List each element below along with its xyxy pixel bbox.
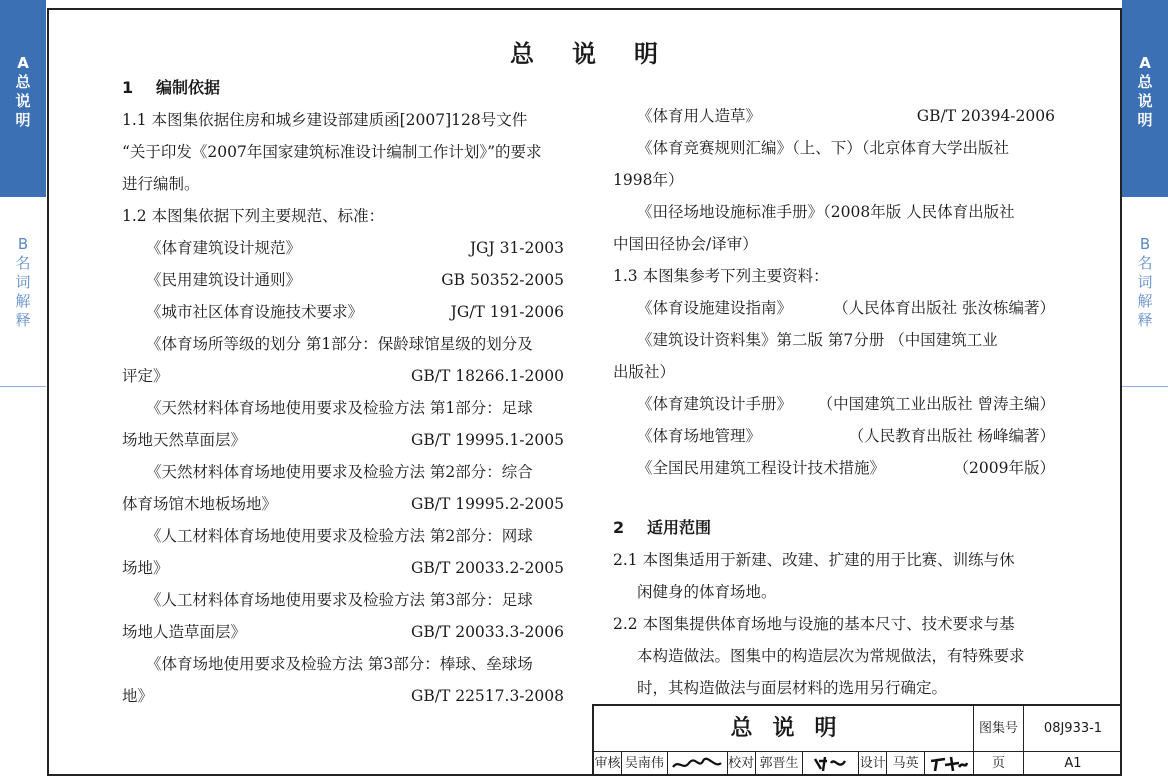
tab-letter: A	[17, 54, 29, 72]
standard-row	[122, 552, 564, 584]
design-label: 设计	[859, 752, 887, 776]
paragraph-line: 1.2 本图集依据下列主要规范、标准：	[122, 207, 385, 225]
paragraph-line: 1.1 本图集依据住房和城乡建设部建质函[2007]128号文件	[122, 111, 528, 129]
reviewer-name: 吴南伟	[622, 752, 668, 776]
side-tab-general-notes-right[interactable]	[1122, 0, 1168, 197]
standard-row	[122, 616, 564, 648]
paragraph-line: 闲健身的体育场地。	[637, 583, 777, 601]
tab-char: 总	[15, 73, 31, 91]
tab-char: 明	[1137, 111, 1153, 129]
standard-row	[122, 680, 564, 712]
standard-code: GB/T 20033.3-2006	[410, 623, 564, 641]
standard-name: 场地人造草面层》	[122, 623, 247, 641]
paragraph-line: 2.1 本图集适用于新建、改建、扩建的用于比赛、训练与休	[613, 551, 1015, 569]
standard-code: GB/T 20394-2006	[916, 107, 1055, 125]
standard-line: 《天然材料体育场地使用要求及检验方法 第1部分：足球	[146, 399, 533, 417]
reference-line: 《建筑设计资料集》第二版 第7分册 （中国建筑工业	[637, 331, 998, 349]
reference-info: （人民教育出版社 杨峰编著）	[848, 427, 1055, 445]
atlas-number: 08J933-1	[1024, 706, 1122, 752]
reference-line: 《田径场地设施标准手册》（2008年版 人民体育出版社	[637, 203, 1015, 221]
standard-line: 《天然材料体育场地使用要求及检验方法 第2部分：综合	[146, 463, 533, 481]
page-title: 总说明	[510, 40, 696, 68]
standard-row	[122, 232, 564, 264]
paragraph-line: 进行编制。	[122, 175, 200, 193]
standard-row	[122, 360, 564, 392]
reference-line: 中国田径协会/译审）	[613, 235, 758, 253]
review-label: 审核	[594, 752, 622, 776]
designer-name: 马英	[887, 752, 925, 776]
reference-row	[613, 388, 1055, 420]
title-block-title: 总说明	[594, 706, 974, 752]
paragraph-line: 2.2 本图集提供体育场地与设施的基本尺寸、技术要求与基	[613, 615, 1015, 633]
standard-name: 评定》	[122, 367, 169, 385]
reference-row	[613, 452, 1055, 484]
tab-divider	[0, 386, 46, 387]
standard-line: 《体育场所等级的划分 第1部分：保龄球馆星级的划分及	[146, 335, 533, 353]
reference-info: （中国建筑工业出版社 曾涛主编）	[817, 395, 1055, 413]
check-label: 校对	[728, 752, 756, 776]
standard-code: GB/T 19995.1-2005	[410, 431, 564, 449]
standard-code: GB/T 20033.2-2005	[410, 559, 564, 577]
tab-divider	[1122, 386, 1168, 387]
section-title: 适用范围	[647, 518, 712, 537]
standard-code: JG/T 191-2006	[450, 303, 564, 321]
section-number: 1	[122, 78, 134, 97]
paragraph-line: 时，其构造做法与面层材料的选用另行确定。	[637, 679, 948, 697]
paragraph-line: 本构造做法。图集中的构造层次为常规做法，有特殊要求	[637, 647, 1025, 665]
signature-icon	[929, 755, 969, 773]
tab-char: 名	[1137, 254, 1153, 272]
tab-char: 明	[15, 111, 31, 129]
tab-letter: B	[17, 235, 29, 253]
standard-row	[613, 100, 1055, 132]
section-heading	[613, 512, 1055, 544]
reference-name: 《全国民用建筑工程设计技术措施》	[637, 459, 886, 477]
tab-char: 词	[1137, 273, 1153, 291]
standard-code: GB/T 18266.1-2000	[410, 367, 564, 385]
tab-letter: A	[1139, 54, 1151, 72]
paragraph-line: “关于印发《2007年国家建筑标准设计编制工作计划》”的要求	[122, 143, 542, 161]
page-label: 页	[974, 752, 1024, 776]
atlas-number-label: 图集号	[974, 706, 1024, 752]
tab-char: 说	[15, 92, 31, 110]
standard-code: GB/T 19995.2-2005	[410, 495, 564, 513]
reference-line: 出版社）	[613, 363, 676, 381]
paragraph-line: 1.3 本图集参考下列主要资料：	[613, 267, 829, 285]
reference-info: （2009年版）	[953, 459, 1055, 477]
standard-name: 《体育用人造草》	[637, 107, 762, 125]
tab-char: 解	[15, 292, 31, 310]
side-tab-glossary-right[interactable]	[1122, 197, 1168, 387]
tab-char: 解	[1137, 292, 1153, 310]
standard-code: GB/T 22517.3-2008	[410, 687, 564, 705]
tab-char: 释	[15, 311, 31, 329]
designer-signature	[925, 752, 973, 776]
standard-name: 《体育建筑设计规范》	[146, 239, 302, 257]
tab-char: 总	[1137, 73, 1153, 91]
reference-name: 《体育设施建设指南》	[637, 299, 793, 317]
standard-row	[122, 424, 564, 456]
tab-char: 释	[1137, 311, 1153, 329]
reference-name: 《体育场地管理》	[637, 427, 762, 445]
standard-row	[122, 488, 564, 520]
reference-name: 《体育建筑设计手册》	[637, 395, 793, 413]
standard-name: 《城市社区体育设施技术要求》	[146, 303, 364, 321]
section-number: 2	[613, 518, 625, 537]
standard-name: 《民用建筑设计通则》	[146, 271, 302, 289]
reference-row	[613, 292, 1055, 324]
checker-name: 郭晋生	[756, 752, 804, 776]
standard-row	[122, 296, 564, 328]
side-tab-glossary[interactable]	[0, 197, 46, 387]
reference-line: 1998年）	[613, 171, 684, 189]
standard-name: 地》	[122, 687, 154, 705]
signature-icon	[671, 755, 723, 773]
standard-name: 体育场馆木地板场地》	[122, 495, 278, 513]
tab-char: 说	[1137, 92, 1153, 110]
standard-name: 场地天然草面层》	[122, 431, 247, 449]
reference-row	[613, 420, 1055, 452]
standard-line: 《体育场地使用要求及检验方法 第3部分：棒球、垒球场	[146, 655, 533, 673]
standard-name: 场地》	[122, 559, 169, 577]
tab-char: 词	[15, 273, 31, 291]
left-column	[122, 72, 564, 712]
right-column	[613, 100, 1055, 704]
reviewer-signature	[668, 752, 728, 776]
checker-signature	[803, 752, 859, 776]
side-tab-general-notes[interactable]	[0, 0, 46, 197]
standard-code: GB 50352-2005	[441, 271, 564, 289]
standard-line: 《人工材料体育场地使用要求及检验方法 第3部分：足球	[146, 591, 533, 609]
reference-line: 《体育竞赛规则汇编》（上、下）（北京体育大学出版社	[637, 139, 1010, 157]
signature-icon	[811, 755, 851, 773]
standard-code: JGJ 31-2003	[469, 239, 564, 257]
standard-row	[122, 264, 564, 296]
page-number: A1	[1064, 756, 1082, 771]
signature-row	[594, 752, 974, 776]
section-title: 编制依据	[156, 78, 221, 97]
title-block	[592, 704, 1122, 776]
reference-info: （人民体育出版社 张汝栋编著）	[833, 299, 1055, 317]
standard-line: 《人工材料体育场地使用要求及检验方法 第2部分：网球	[146, 527, 533, 545]
spacer	[613, 484, 1055, 512]
tab-char: 名	[15, 254, 31, 272]
section-heading	[122, 72, 564, 104]
tab-letter: B	[1139, 235, 1151, 253]
